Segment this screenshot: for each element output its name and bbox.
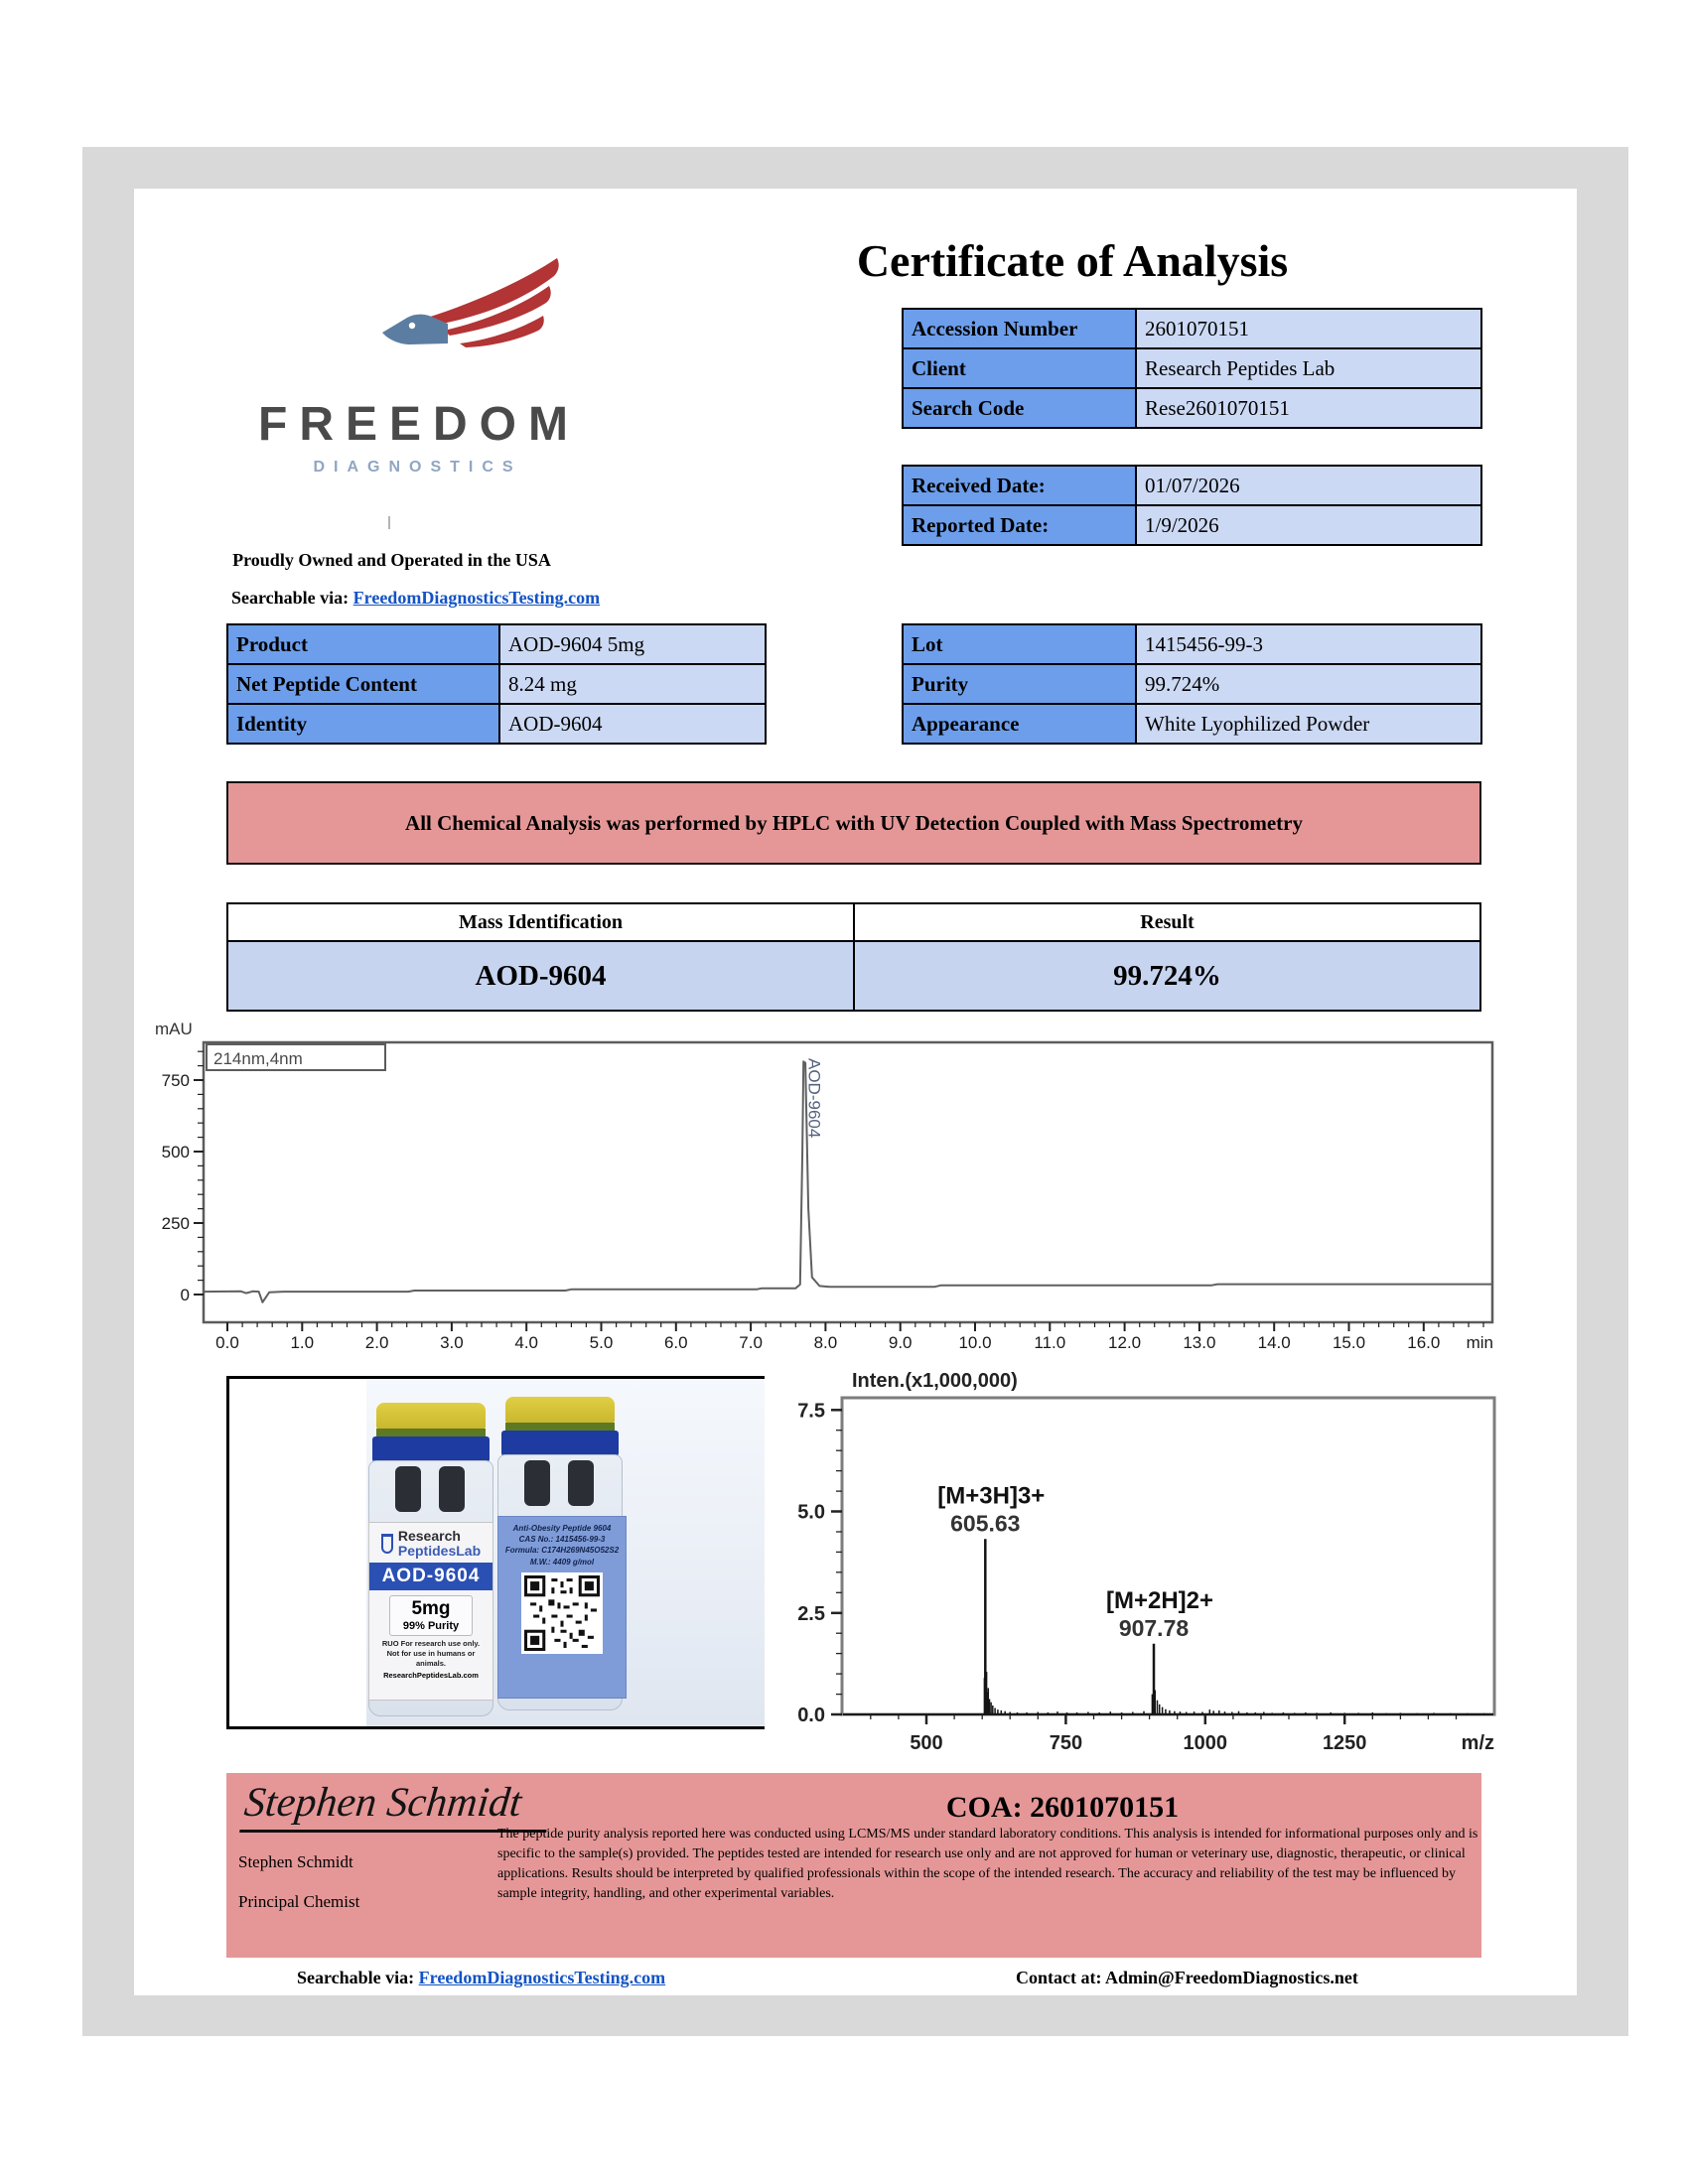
table-value-cell: AOD-9604 5mg	[500, 625, 765, 663]
svg-text:7.5: 7.5	[797, 1400, 825, 1423]
svg-text:7.0: 7.0	[739, 1333, 763, 1350]
table-label-cell: Appearance	[904, 705, 1135, 743]
back-label-line: Formula: C174H269N45O52S2	[504, 1546, 620, 1556]
svg-text:1.0: 1.0	[290, 1333, 315, 1350]
vial-cap-rim	[376, 1429, 486, 1436]
svg-text:5.0: 5.0	[589, 1333, 614, 1350]
svg-text:214nm,4nm: 214nm,4nm	[213, 1049, 303, 1068]
brand-name-bottom: PeptidesLab	[397, 1542, 482, 1559]
front-vial	[368, 1403, 493, 1720]
vial-dose: 5mg	[411, 1598, 451, 1620]
vial-stopper	[395, 1466, 421, 1512]
footer-site-link[interactable]: FreedomDiagnosticsTesting.com	[418, 1968, 666, 1987]
table-label-cell: Identity	[228, 705, 498, 743]
divider-mark	[388, 516, 390, 529]
vial-purity: 99% Purity	[402, 1620, 460, 1633]
table-label-cell: Product	[228, 625, 498, 663]
product-photo-box	[226, 1376, 765, 1729]
result-value-cell: 99.724%	[855, 942, 1479, 1010]
svg-text:6.0: 6.0	[663, 1333, 688, 1350]
searchable-label: Searchable via:	[231, 588, 350, 608]
mass-identification-table	[226, 902, 1481, 1012]
mass-id-header-cell: Mass Identification	[228, 904, 853, 940]
svg-text:0.0: 0.0	[797, 1705, 825, 1726]
dose-box	[389, 1595, 473, 1636]
diagnostics-site-link[interactable]: FreedomDiagnosticsTesting.com	[352, 588, 601, 608]
svg-text:4.0: 4.0	[514, 1333, 539, 1350]
vial-site-text: ResearchPeptidesLab.com	[383, 1670, 479, 1680]
svg-text:11.0: 11.0	[1034, 1333, 1066, 1350]
signer-name: Stephen Schmidt	[238, 1852, 353, 1871]
svg-text:Inten.(x1,000,000): Inten.(x1,000,000)	[852, 1370, 1018, 1392]
table-value-row	[228, 942, 1479, 1010]
footer-search-line	[297, 1968, 665, 1988]
vial-cap-rim	[505, 1423, 615, 1431]
svg-text:15.0: 15.0	[1332, 1333, 1366, 1350]
page-title: Certificate of Analysis	[856, 235, 1289, 286]
vial-collar	[501, 1431, 619, 1456]
table-label-cell: Search Code	[904, 389, 1135, 427]
svg-text:[M+2H]2+: [M+2H]2+	[1105, 1586, 1214, 1614]
mass-spectrum-chart	[760, 1365, 1504, 1777]
table-value-cell: 8.24 mg	[500, 665, 765, 703]
table-value-cell: 99.724%	[1137, 665, 1480, 703]
svg-text:500: 500	[161, 1143, 190, 1161]
product-info-table	[226, 623, 767, 745]
table-label-cell: Reported Date:	[904, 506, 1135, 544]
table-label-cell: Received Date:	[904, 467, 1135, 504]
vial-stopper	[524, 1460, 550, 1506]
table-row	[904, 506, 1480, 544]
signer-role: Principal Chemist	[238, 1892, 360, 1911]
back-label-line: M.W.: 4409 g/mol	[529, 1557, 595, 1567]
signature-block	[226, 1773, 1481, 1958]
table-row	[904, 310, 1480, 347]
svg-text:1000: 1000	[1183, 1732, 1228, 1754]
table-value-cell: 01/07/2026	[1137, 467, 1480, 504]
svg-text:750: 750	[1049, 1732, 1083, 1754]
logo-subtitle: DIAGNOSTICS	[313, 458, 522, 476]
back-vial	[497, 1397, 627, 1720]
back-vial-label	[497, 1516, 627, 1699]
footer-search-label: Searchable via:	[297, 1968, 415, 1987]
svg-text:0.0: 0.0	[215, 1333, 239, 1350]
table-row	[904, 625, 1480, 663]
svg-text:750: 750	[161, 1071, 190, 1090]
table-value-cell: AOD-9604	[500, 705, 765, 743]
dates-table	[902, 465, 1482, 546]
brand-name-top: Research	[397, 1528, 461, 1544]
vial-cap	[505, 1397, 615, 1423]
svg-text:5.0: 5.0	[797, 1501, 825, 1524]
svg-text:9.0: 9.0	[888, 1333, 913, 1350]
disclaimer-text: The peptide purity analysis reported here was conducted using LCMS/MS under standard laboratory conditions. This analysis is intended for informational purposes only and is specific to the sample(s) provided. The peptides tested are intended for research use only and are not approved for human or veterinary use, diagnostic, therapeutic, or clinical applications. Results should be interpreted by qualified professionals within the scope of the intended research. The accuracy and reliability of the test may be influenced by sample integrity, handling, and other experimental variables.	[497, 1827, 1478, 1901]
svg-text:mAU: mAU	[155, 1021, 193, 1038]
table-label-cell: Accession Number	[904, 310, 1135, 347]
table-value-cell: 2601070151	[1137, 310, 1480, 347]
test-tube-icon	[381, 1534, 393, 1554]
vial-collar	[372, 1436, 490, 1462]
qr-code	[521, 1572, 603, 1654]
table-row	[904, 665, 1480, 703]
vial-glass	[368, 1460, 493, 1716]
svg-text:16.0: 16.0	[1407, 1333, 1441, 1350]
table-value-cell: White Lyophilized Powder	[1137, 705, 1480, 743]
table-label-cell: Net Peptide Content	[228, 665, 498, 703]
result-header-cell: Result	[855, 904, 1479, 940]
table-value-cell: Research Peptides Lab	[1137, 349, 1480, 387]
footer-contact: Contact at: Admin@FreedomDiagnostics.net	[1016, 1968, 1358, 1987]
table-row	[904, 705, 1480, 743]
back-label-line: Anti-Obesity Peptide 9604	[512, 1524, 612, 1533]
vial-stopper	[439, 1466, 465, 1512]
signature-script: Stephen Schmidt	[239, 1779, 551, 1833]
coa-number: COA: 2601070151	[945, 1791, 1180, 1824]
svg-text:min: min	[1466, 1333, 1493, 1350]
svg-text:250: 250	[161, 1214, 190, 1233]
svg-text:8.0: 8.0	[813, 1333, 838, 1350]
table-row	[904, 467, 1480, 504]
svg-text:1250: 1250	[1322, 1732, 1367, 1754]
vial-photo	[366, 1379, 765, 1726]
svg-text:605.63: 605.63	[950, 1510, 1021, 1537]
table-header-row	[228, 904, 1479, 940]
table-row	[228, 665, 765, 703]
svg-text:0: 0	[180, 1286, 190, 1304]
usa-tagline: Proudly Owned and Operated in the USA	[232, 550, 551, 570]
svg-text:13.0: 13.0	[1183, 1333, 1216, 1350]
table-value-cell: 1415456-99-3	[1137, 625, 1480, 663]
vial-glass	[497, 1454, 623, 1710]
svg-text:AOD-9604: AOD-9604	[804, 1058, 824, 1139]
vial-ruo-text: RUO For research use only. Not for use in humans or animals.	[381, 1639, 481, 1668]
table-row	[904, 349, 1480, 387]
vial-cap	[376, 1403, 486, 1429]
lot-info-table	[902, 623, 1482, 745]
svg-text:[M+3H]3+: [M+3H]3+	[937, 1482, 1046, 1510]
table-value-cell: 1/9/2026	[1137, 506, 1480, 544]
svg-text:907.78: 907.78	[1118, 1614, 1190, 1641]
table-label-cell: Client	[904, 349, 1135, 387]
table-row	[228, 625, 765, 663]
table-value-cell: Rese2601070151	[1137, 389, 1480, 427]
svg-text:10.0: 10.0	[958, 1333, 992, 1350]
accession-info-table	[902, 308, 1482, 429]
logo-name: FREEDOM	[258, 398, 580, 451]
svg-text:14.0: 14.0	[1257, 1333, 1291, 1350]
table-row	[228, 705, 765, 743]
table-row	[904, 389, 1480, 427]
eagle-flag-logo-icon	[372, 256, 561, 385]
svg-text:2.5: 2.5	[797, 1602, 825, 1625]
back-label-line: CAS No.: 1415456-99-3	[518, 1535, 606, 1545]
front-vial-label	[368, 1522, 493, 1701]
logo-wordmark	[246, 399, 580, 477]
svg-text:12.0: 12.0	[1108, 1333, 1142, 1350]
table-label-cell: Purity	[904, 665, 1135, 703]
vial-product-name: AOD-9604	[369, 1563, 492, 1590]
hplc-chromatogram	[147, 1021, 1497, 1350]
svg-text:2.0: 2.0	[364, 1333, 389, 1350]
analysis-method-banner: All Chemical Analysis was performed by HPLC with UV Detection Coupled with Mass Spectrometry	[226, 781, 1481, 865]
svg-text:500: 500	[910, 1732, 943, 1754]
vial-stopper	[568, 1460, 594, 1506]
searchable-line	[231, 588, 600, 609]
svg-text:3.0: 3.0	[440, 1333, 464, 1350]
mass-id-value-cell: AOD-9604	[228, 942, 853, 1010]
table-label-cell: Lot	[904, 625, 1135, 663]
svg-text:m/z: m/z	[1461, 1732, 1494, 1754]
